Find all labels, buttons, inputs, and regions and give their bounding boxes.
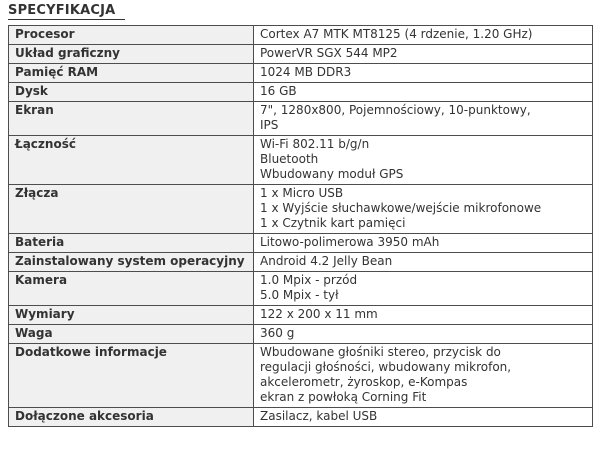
spec-label: Złącza [9, 185, 254, 234]
table-row [9, 83, 593, 102]
spec-value [254, 26, 593, 45]
spec-label: Dodatkowe informacje [9, 344, 254, 408]
spec-value-line: Zasilacz, kabel USB [260, 409, 378, 423]
spec-value-line: 1 x Czytnik kart pamięci [260, 216, 406, 230]
spec-table-body [9, 26, 593, 427]
table-row [9, 234, 593, 253]
spec-label: Dołączone akcesoria [9, 408, 254, 427]
table-row [9, 272, 593, 306]
spec-value-line: 1.0 Mpix - przód [260, 273, 358, 287]
spec-value [254, 102, 593, 136]
spec-value [254, 408, 593, 427]
spec-value-line: Wbudowane głośniki stereo, przycisk do [260, 345, 501, 359]
spec-label: Łączność [9, 136, 254, 185]
spec-label: Procesor [9, 26, 254, 45]
spec-value-line: 1 x Wyjście słuchawkowe/wejście mikrofonowe [260, 201, 542, 215]
spec-value [254, 136, 593, 185]
spec-value [254, 64, 593, 83]
table-row [9, 185, 593, 234]
table-row [9, 102, 593, 136]
spec-value-line: 360 g [260, 326, 295, 340]
spec-value-line: PowerVR SGX 544 MP2 [260, 46, 398, 60]
spec-value [254, 344, 593, 408]
spec-value-line: Bluetooth [260, 152, 319, 166]
spec-value [254, 253, 593, 272]
spec-value-line: regulacji głośności, wbudowany mikrofon, [260, 360, 512, 374]
table-row [9, 64, 593, 83]
spec-label: Układ graficzny [9, 45, 254, 64]
spec-label: Zainstalowany system operacyjny [9, 253, 254, 272]
spec-value-line: 5.0 Mpix - tył [260, 288, 339, 302]
spec-value [254, 185, 593, 234]
spec-value-line: Wbudowany moduł GPS [260, 167, 404, 181]
spec-label: Ekran [9, 102, 254, 136]
spec-value-line: Wi-Fi 802.11 b/g/n [260, 137, 370, 151]
table-row [9, 253, 593, 272]
spec-value-line: Litowo-polimerowa 3950 mAh [260, 235, 440, 249]
spec-value [254, 234, 593, 253]
table-row [9, 136, 593, 185]
spec-value [254, 45, 593, 64]
spec-value-line: 7", 1280x800, Pojemnościowy, 10-punktowy, [260, 103, 531, 117]
spec-table [8, 25, 593, 427]
spec-label: Kamera [9, 272, 254, 306]
spec-value-line: 1024 MB DDR3 [260, 65, 352, 79]
spec-value-line: IPS [260, 118, 279, 132]
page-title: SPECYFIKACJA [8, 3, 125, 20]
spec-value [254, 306, 593, 325]
spec-label: Waga [9, 325, 254, 344]
spec-value-line: ekran z powłoką Corning Fit [260, 390, 427, 404]
spec-value-line: 16 GB [260, 84, 297, 98]
spec-label: Dysk [9, 83, 254, 102]
spec-label: Bateria [9, 234, 254, 253]
table-row [9, 408, 593, 427]
spec-value-line: Android 4.2 Jelly Bean [260, 254, 393, 268]
table-row [9, 344, 593, 408]
spec-value-line: 122 x 200 x 11 mm [260, 307, 378, 321]
spec-value [254, 272, 593, 306]
table-row [9, 26, 593, 45]
spec-value-line: 1 x Micro USB [260, 186, 344, 200]
spec-value [254, 325, 593, 344]
table-row [9, 45, 593, 64]
spec-label: Pamięć RAM [9, 64, 254, 83]
table-row [9, 306, 593, 325]
spec-value-line: Cortex A7 MTK MT8125 (4 rdzenie, 1.20 GHz) [260, 27, 533, 41]
spec-value-line: akcelerometr, żyroskop, e-Kompas [260, 375, 468, 389]
spec-label: Wymiary [9, 306, 254, 325]
table-row [9, 325, 593, 344]
spec-value [254, 83, 593, 102]
